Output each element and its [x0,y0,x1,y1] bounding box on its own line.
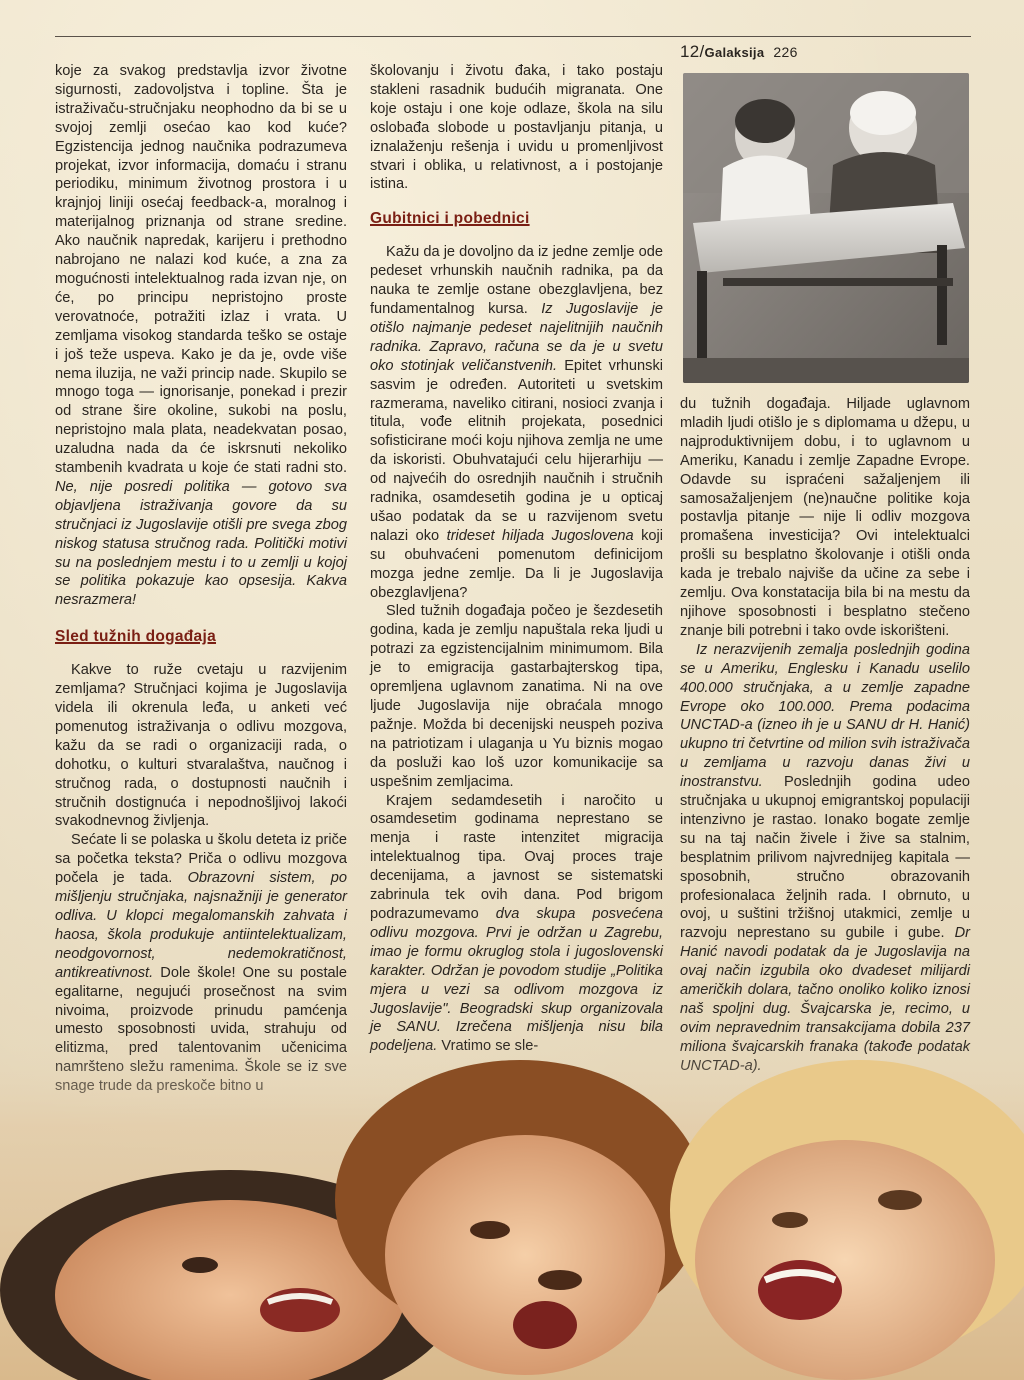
text-column-1 [55,62,347,1096]
text-column-3 [680,395,970,1076]
laughing-children-photo [0,1040,1024,1380]
paragraph-italic-text: Ne, nije posredi politika — gotovo sva objavljena istraživanja govore da su stručnjaci iz Jugoslavije otišli pre svega zbog niskog statusa stručnog rada. Politički motivi su na poslednjem mestu i to u zemlji u kojoj se politika pokazuje kao opsesija. Kakva nesrazmera! [55,478,347,609]
paragraph-text: Epitet vrhunski sasvim je određen. Autoriteti u svetskim razmerama, naveliko citirani, nosioci zvanja i titula, vođe elitnih projekata, posednici sofisticirane moći koju njihova zemlja ne ume da iskoristi. Obuhvatajući celu hijerarhiju — od najvećih do osrednjih naučnih i stručnih radnika, osamdesetih godina je u opticaj ušao podatak da se u razvijenom svetu nalazi oko [370,357,663,544]
paragraph-text: Krajem sedamdesetih i naročito u osamdesetim godinama neprestano se menja i raste intenzitet migracija intelektualnog tipa. Ovaj proces traje decenijama, a javnost se sistematski zabrinula tek ovih dana. Pod brigom podrazumevamo [370,792,663,922]
paragraph-text: Kažu da je dovoljno da iz jedne zemlje ode pedeset vrhunskih naučnih radnika, pa da nauka te zemlje ostane obezglavljena, bez fundamentalnog kursa. [370,244,663,317]
paragraph: du tužnih događaja. Hiljade uglavnom mladih ljudi otišlo je s diplomama u džepu, u najproduktivnijem dobu, i to uglavnom u Ameriku, Kanadu i zemlje Zapadne Evrope. Odavde su ispraćeni sažaljenjem ili samosažaljenjem (ne)naučne politike koja postavlja pitanje — nije li odliv mozgova promašena investicija? Ovi intelektualci prošli su besplatno školovanje i otišli onda kada je trebalo najviše da učine za sebe i zemlju. Ova konstatacija bila bi na mestu da njihove sposobnosti i besplatno stečeno znanje bili potrebni i tako ovde iskorišteni. [680,396,970,639]
paragraph-italic-text: Dr Hanić navodi podatak da je Jugoslavija na ovaj način izgubila oko dvadeset milijardi američkih dolara, tačno onoliko koliko iznosi naš spoljni dug. Švajcarska je, recimo, u ovim nepravednim transakcijama dobila 237 [680,925,970,1036]
issue-number: 226 [773,44,798,60]
page-number: 12/ [680,42,705,61]
text-column-2 [370,62,663,1056]
paragraph-text: koji su obuhvaćeni pomenutom definicijom mozga jedne zemlje. Da li je Jugoslavija obezglavljena? [370,527,663,601]
magazine-name: Galaksija [704,45,765,60]
paragraph-text: koje za svakog predstavlja izvor životne sigurnosti, zadovoljstva i topline. Šta je istraživaču-stručnjaku neophodno da bi se u svojoj zemlji osećao kao kod kuće? Egzistencija jednog naučnika podrazumeva projekat, izvor informacija, domaću i stranu periodiku, minimum životnog prostora i u krajnjoj liniji osećaj feedback-a, moralnog i materijalnog priznanja od strane sredine. Ako naučnik napredak, karijeru i prethodno nabrojano ne nalazi kod kuće, a zna za mogućnosti intelektualnog rada izvan nje, on će, po principu nepristojno proste verovatnoće, potražiti izlaz i vrata. U zemljama visokog standarda teško se ostaje i još teže uspeva. Kako je da je, ovde više nema iluzija, ne važi princip nade. Skupilo se mnogo toga — ignorisanje, ponekad i prezir od strane šire okoline, sukobi na poslu, nepristojno mala plata, neadekvatan posao, uzaludna nada da će iskrsnuti nekoliko stambenih kvadrata u koje će stati radni sto. [55,63,347,477]
paragraph-italic-text: Iz nerazvijenih zemalja poslednjih godina se u Ameriku, Englesku i Kanadu uselilo 400.000 stručnjaka, a u zemlje zapadne Evrope oko 100.000. Prema podacima UNCTAD-a (izneo ih je u SANU dr H. Hanić) ukupno tri četvrtine od milion svih istraživača u zemljama u razvoju danas živi u inostranstvu. [680,641,970,791]
paragraph: Sled tužnih događaja počeo je šezdesetih godina, kada je zemlju napuštala reka ljudi u potrazi za egzistencijalnim minimumom. Bila je to emigracija gastarbajterskog tipa, opremljena uglavnom zanatima. Ni na ove ljude Jugoslavija nije obraćala mnogo pažnje. Možda bi decenijski neuspeh poziva na patriotizam i ulaganja u Yu biznis mogao da posluži kao loš uzor komunikacije sa uspešnim zemljacima. [370,603,663,790]
paragraph [680,641,970,1076]
paragraph-italic-text: Obrazovni sistem, po mišljenju stručnjaka, najsnažniji je generator odliva. U klopci megalomanskih zahvata i haosa, škola produkuje antiintelektualizam, neodgovornost, nedemokratičnost, antikreativnost. [55,870,348,981]
paragraph-italic-text: trideset hiljada Jugoslovena [446,527,634,544]
paragraph-text: Dole škole! One su postale egalitarne, negujući prosečnost na svim nivoima, proizvode prinudu pamćenja umesto sposobnosti uvida, strahuju od [55,964,347,1038]
page-folio [680,42,880,62]
paragraph [370,792,663,1057]
paragraph-italic-text: Iz Jugoslavije je otišlo najmanje pedeset najelitnijih naučnih radnika. Zapravo, računa se da je u svetu oko stotinjak veličanstvenih. [370,300,663,374]
paragraph: Kakve to ruže cvetaju u razvijenim zemljama? Stručnjaci kojima je Jugoslavija videla ili okrenula leđa, u anketi već pomenutog istraživanja o odlivu mozgova, kažu da se radi o organizaciji rada, o dohotku, o kulturi stvaralaštva, naučnog i stručnog rada, o dostupnosti naučnih i stručnih dostignuća i nepodnošljivoj lakoći svakodnevnog življenja. [55,662,347,830]
paragraph: školovanju i životu đaka, i tako postaju stakleni rasadnik budućih migranata. One koje ostaju i one koje odlaze, škola na silu oslobađa slobode u postavljanju pitanja, u iznalaženju rešenja i uvidu u promenljivost stvari i oblika, u relativnost, a i postojanje istina. [370,63,663,193]
section-heading: Sled tužnih događaja [55,628,217,646]
paragraph [370,243,663,602]
paragraph-text: Poslednjih godina udeo stručnjaka u ukupnoj emigrantskoj populaciji intenzivno je rastao. Ionako bogate zemlje su na taj način živele i žive sa stalnim, besplatnim prilivom najvrednijeg kapitala — sposobnih, stručno obrazovanih profesionalaca željnih rada. I obrnuto, u ovoj, u suštini tržišnoj utakmici, zemlje u razvoju neprestano su gubile i gube. [680,774,970,942]
school-desk-photo [683,73,969,383]
header-rule [55,36,971,37]
section-heading: Gubitnici i pobednici [370,210,530,228]
paragraph-text: Sećate li se polaska u školu deteta iz priče sa početka teksta? Priča o odlivu mozgova počela je tada. [55,832,347,887]
paragraph-italic-text: dva skupa posvećena odlivu mozgova. Prvi je održan u Zagrebu, imao je formu okruglog stola i jugoslovenski karakter. Održan je povodom studije „Politika mjera u vezi sa odlivom mozgova iz Jugoslavije". Beogradski skup organizovala je SANU. Izrečena mišljenja nisu bila [370,905,663,1036]
paragraph [55,62,347,610]
